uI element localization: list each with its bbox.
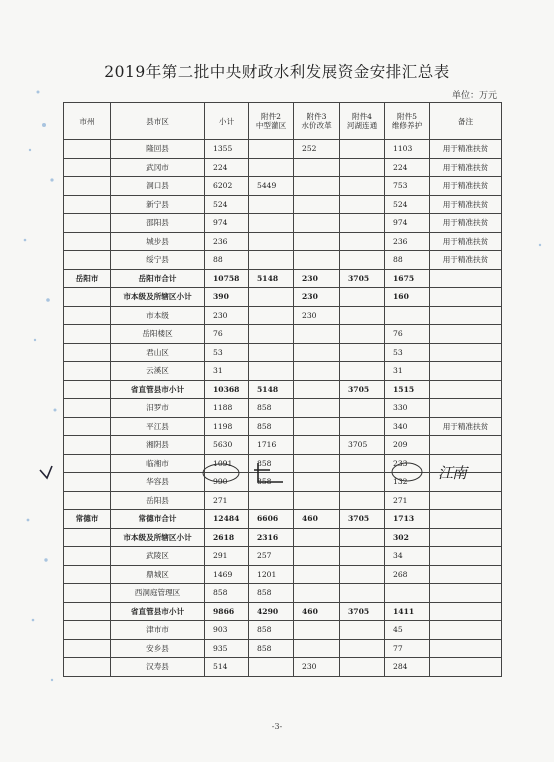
cell-att2: 5148 [249,380,294,399]
cell-subtotal: 1198 [205,417,249,436]
cell-att2: 858 [249,417,294,436]
table-row [64,195,502,214]
cell-att3 [294,639,340,658]
table-row [64,547,502,566]
cell-county: 湘阴县 [111,436,205,455]
cell-att3: 230 [294,658,340,677]
cell-att2 [249,362,294,381]
cell-county: 华容县 [111,473,205,492]
cell-subtotal: 974 [205,214,249,233]
cell-city [64,602,111,621]
cell-note: 用于精准扶贫 [430,195,502,214]
cell-county: 安乡县 [111,639,205,658]
cell-county: 洞口县 [111,177,205,196]
cell-county: 岳阳市合计 [111,269,205,288]
table-row [64,510,502,529]
cell-att2 [249,658,294,677]
cell-city: 常德市 [64,510,111,529]
cell-subtotal: 2618 [205,528,249,547]
cell-city [64,232,111,251]
cell-att5: 753 [385,177,430,196]
cell-city [64,454,111,473]
cell-city [64,528,111,547]
table-row [64,621,502,640]
cell-subtotal: 6202 [205,177,249,196]
cell-att2: 1716 [249,436,294,455]
table-row [64,399,502,418]
cell-att5: 1103 [385,140,430,159]
cell-att2 [249,158,294,177]
handwritten-note: 江南 [438,464,467,482]
page-title: 2019年第二批中央财政水利发展资金安排汇总表 [104,63,450,81]
cell-att2 [249,214,294,233]
header-county: 县市区 [111,103,205,140]
cell-subtotal: 10758 [205,269,249,288]
cell-subtotal: 31 [205,362,249,381]
cell-att5: 974 [385,214,430,233]
table-row [64,436,502,455]
cell-att3 [294,491,340,510]
cell-subtotal: 858 [205,584,249,603]
cell-att4 [340,473,385,492]
cell-city [64,658,111,677]
cell-city [64,362,111,381]
cell-note [430,528,502,547]
cell-county: 君山区 [111,343,205,362]
cell-note [430,602,502,621]
cell-county: 岳阳县 [111,491,205,510]
cell-att3: 230 [294,306,340,325]
cell-att3 [294,473,340,492]
cell-note [430,584,502,603]
cell-subtotal: 1188 [205,399,249,418]
header-city: 市州 [64,103,111,140]
cell-note: 用于精准扶贫 [430,232,502,251]
cell-att3: 460 [294,602,340,621]
cell-subtotal: 271 [205,491,249,510]
cell-att5: 34 [385,547,430,566]
cell-att4 [340,639,385,658]
table-row [64,362,502,381]
table-row [64,602,502,621]
cell-att4 [340,195,385,214]
table-row [64,380,502,399]
cell-note: 用于精准扶贫 [430,251,502,270]
unit-label: 单位：万元 [452,91,498,101]
cell-att2 [249,195,294,214]
cell-city [64,251,111,270]
cell-att2 [249,491,294,510]
cell-att4 [340,417,385,436]
cell-att4 [340,214,385,233]
table-row [64,491,502,510]
cell-att2: 858 [249,621,294,640]
table-row [64,288,502,307]
cell-note [430,565,502,584]
cell-att5: 284 [385,658,430,677]
check-mark [40,466,52,478]
cell-subtotal: 1469 [205,565,249,584]
cell-subtotal: 9866 [205,602,249,621]
cell-att2 [249,288,294,307]
cell-att2: 858 [249,584,294,603]
cell-county: 市本级及所辖区小计 [111,528,205,547]
cell-att5: 330 [385,399,430,418]
cell-att4 [340,362,385,381]
cell-att4 [340,399,385,418]
cell-att4 [340,491,385,510]
table-header-row [64,103,502,140]
cell-subtotal: 53 [205,343,249,362]
cell-note [430,288,502,307]
cell-att3 [294,251,340,270]
cell-city [64,639,111,658]
cell-note [430,306,502,325]
cell-att5: 236 [385,232,430,251]
cell-county: 武陵区 [111,547,205,566]
cell-note: 用于精准扶贫 [430,417,502,436]
allocation-table [63,102,502,677]
cell-att5: 77 [385,639,430,658]
cell-att3 [294,158,340,177]
cell-att2: 4290 [249,602,294,621]
cell-city [64,491,111,510]
table-row [64,177,502,196]
table-row [64,158,502,177]
cell-subtotal: 1091 [205,454,249,473]
cell-city [64,380,111,399]
cell-city [64,621,111,640]
page-number: -3- [271,722,283,731]
cell-att4: 3705 [340,269,385,288]
cell-county: 省直管县市小计 [111,602,205,621]
cell-city [64,565,111,584]
table-row [64,269,502,288]
cell-att5: 31 [385,362,430,381]
cell-att3 [294,177,340,196]
cell-att3 [294,436,340,455]
cell-att3 [294,454,340,473]
cell-att2: 5449 [249,177,294,196]
cell-subtotal: 514 [205,658,249,677]
cell-county: 市本级及所辖区小计 [111,288,205,307]
cell-att2: 2316 [249,528,294,547]
cell-att2: 5148 [249,269,294,288]
cell-note [430,547,502,566]
cell-city [64,177,111,196]
cell-county: 岳阳楼区 [111,325,205,344]
cell-subtotal: 5630 [205,436,249,455]
cell-att5: 160 [385,288,430,307]
cell-att3: 252 [294,140,340,159]
cell-att3 [294,380,340,399]
cell-county: 新宁县 [111,195,205,214]
table-row [64,473,502,492]
cell-city [64,547,111,566]
cell-att4 [340,454,385,473]
cell-att5: 268 [385,565,430,584]
cell-subtotal: 291 [205,547,249,566]
cell-att4 [340,621,385,640]
cell-note [430,658,502,677]
cell-att5: 524 [385,195,430,214]
cell-att2: 1201 [249,565,294,584]
cell-note [430,325,502,344]
cell-subtotal: 12484 [205,510,249,529]
cell-att5: 224 [385,158,430,177]
table-row [64,639,502,658]
cell-note [430,436,502,455]
cell-city: 岳阳市 [64,269,111,288]
cell-att4 [340,547,385,566]
cell-city [64,288,111,307]
cell-att3 [294,584,340,603]
cell-subtotal: 88 [205,251,249,270]
cell-att3 [294,565,340,584]
cell-att5: 1515 [385,380,430,399]
cell-att5: 1411 [385,602,430,621]
cell-att4 [340,565,385,584]
cell-att3 [294,528,340,547]
cell-city [64,158,111,177]
table-row [64,565,502,584]
cell-att5: 132 [385,473,430,492]
table-row [64,251,502,270]
cell-att4 [340,232,385,251]
cell-note [430,343,502,362]
header-att3: 附件3 水价改革 [294,103,340,140]
cell-city [64,343,111,362]
cell-att3 [294,547,340,566]
cell-att4 [340,658,385,677]
cell-subtotal: 1355 [205,140,249,159]
cell-note [430,362,502,381]
cell-note [430,510,502,529]
cell-att3 [294,214,340,233]
cell-city [64,417,111,436]
cell-county: 平江县 [111,417,205,436]
cell-att2: 858 [249,454,294,473]
cell-att5: 76 [385,325,430,344]
cell-att2 [249,251,294,270]
cell-att4 [340,343,385,362]
cell-subtotal: 10368 [205,380,249,399]
cell-att2 [249,140,294,159]
cell-county: 常德市合计 [111,510,205,529]
cell-att5: 88 [385,251,430,270]
cell-att4 [340,251,385,270]
cell-att5: 233 [385,454,430,473]
cell-att3 [294,362,340,381]
cell-city [64,584,111,603]
cell-att4 [340,528,385,547]
table-row [64,140,502,159]
table-row [64,658,502,677]
cell-att3 [294,399,340,418]
cell-att2: 858 [249,473,294,492]
cell-subtotal: 524 [205,195,249,214]
cell-att3 [294,232,340,251]
cell-county: 隆回县 [111,140,205,159]
cell-att2 [249,343,294,362]
cell-note: 用于精准扶贫 [430,177,502,196]
cell-att5: 53 [385,343,430,362]
cell-county: 武冈市 [111,158,205,177]
cell-note [430,491,502,510]
cell-note [430,621,502,640]
cell-city [64,214,111,233]
cell-note [430,639,502,658]
cell-att5: 209 [385,436,430,455]
cell-att3 [294,621,340,640]
header-subtotal: 小计 [205,103,249,140]
cell-att2 [249,232,294,251]
cell-note: 用于精准扶贫 [430,140,502,159]
cell-att4 [340,177,385,196]
cell-att2: 6606 [249,510,294,529]
cell-note [430,269,502,288]
cell-att3: 460 [294,510,340,529]
cell-county: 临湘市 [111,454,205,473]
table-row [64,584,502,603]
table-row [64,343,502,362]
cell-att3: 230 [294,269,340,288]
cell-subtotal: 935 [205,639,249,658]
cell-att2: 257 [249,547,294,566]
cell-att3 [294,417,340,436]
cell-county: 省直管县市小计 [111,380,205,399]
cell-subtotal: 76 [205,325,249,344]
cell-county: 津市市 [111,621,205,640]
cell-county: 绥宁县 [111,251,205,270]
cell-county: 西洞庭管理区 [111,584,205,603]
cell-subtotal: 990 [205,473,249,492]
cell-att3: 230 [294,288,340,307]
cell-city [64,306,111,325]
cell-att3 [294,195,340,214]
cell-att4: 3705 [340,380,385,399]
table-row [64,232,502,251]
cell-att4 [340,288,385,307]
cell-city [64,195,111,214]
cell-subtotal: 903 [205,621,249,640]
cell-subtotal: 236 [205,232,249,251]
table-row [64,417,502,436]
table-body [64,140,502,677]
cell-att5: 45 [385,621,430,640]
cell-att4 [340,140,385,159]
header-att5: 附件5 维修养护 [385,103,430,140]
cell-att4: 3705 [340,436,385,455]
table-row [64,454,502,473]
header-att4: 附件4 河湖连通 [340,103,385,140]
cell-city [64,473,111,492]
table-row [64,214,502,233]
cell-att5: 271 [385,491,430,510]
cell-att3 [294,343,340,362]
cell-county: 云溪区 [111,362,205,381]
cell-att4 [340,158,385,177]
cell-county: 邵阳县 [111,214,205,233]
cell-att5: 302 [385,528,430,547]
cell-att5: 340 [385,417,430,436]
cell-att4 [340,325,385,344]
cell-subtotal: 230 [205,306,249,325]
cell-att2: 858 [249,639,294,658]
cell-att2 [249,306,294,325]
cell-city [64,399,111,418]
cell-county: 鼎城区 [111,565,205,584]
cell-att5: 1713 [385,510,430,529]
cell-att4: 3705 [340,510,385,529]
cell-att2 [249,325,294,344]
cell-att2: 858 [249,399,294,418]
cell-att4 [340,306,385,325]
cell-note [430,380,502,399]
cell-county: 汨罗市 [111,399,205,418]
cell-city [64,436,111,455]
cell-county: 汉寿县 [111,658,205,677]
cell-city [64,140,111,159]
table-row [64,306,502,325]
cell-subtotal: 224 [205,158,249,177]
cell-att4 [340,584,385,603]
table-row [64,528,502,547]
cell-county: 市本级 [111,306,205,325]
header-note: 备注 [430,103,502,140]
cell-note: 用于精准扶贫 [430,158,502,177]
cell-note: 用于精准扶贫 [430,214,502,233]
table-row [64,325,502,344]
cell-city [64,325,111,344]
cell-att5: 1675 [385,269,430,288]
cell-att5 [385,584,430,603]
header-att2: 附件2 中型灌区 [249,103,294,140]
cell-att4: 3705 [340,602,385,621]
cell-subtotal: 390 [205,288,249,307]
cell-att5 [385,306,430,325]
cell-note [430,399,502,418]
cell-county: 城步县 [111,232,205,251]
cell-att3 [294,325,340,344]
